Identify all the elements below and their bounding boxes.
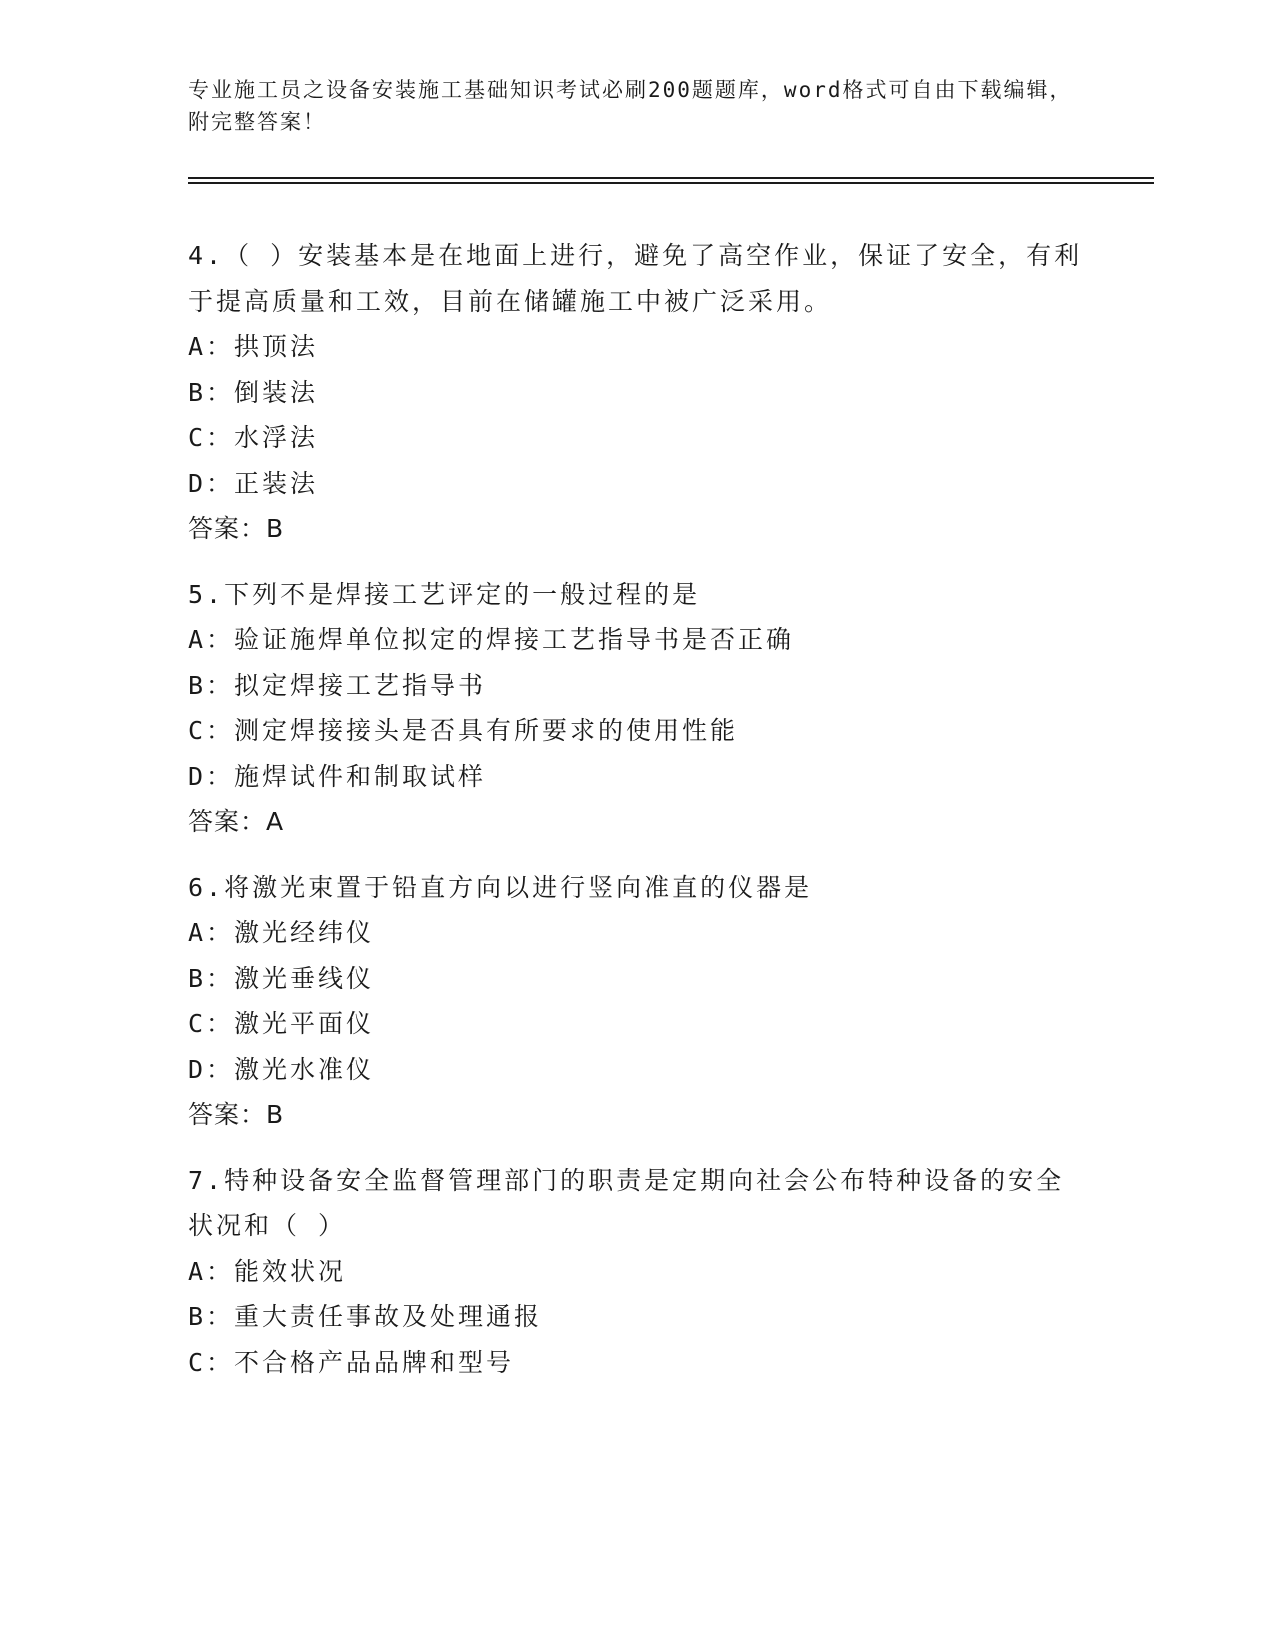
option-b: B：倒装法: [188, 377, 319, 407]
option-d: D：激光水准仪: [188, 1054, 375, 1084]
question-5: [188, 572, 1088, 845]
question-stem: 7.特种设备安全监督管理部门的职责是定期向社会公布特种设备的安全状况和（ ）: [188, 1165, 1065, 1240]
answer-line: 答案：A: [188, 807, 285, 836]
question-7: [188, 1158, 1088, 1386]
question-stem: 6.将激光束置于铅直方向以进行竖向准直的仪器是: [188, 872, 813, 902]
option-a: A：激光经纬仪: [188, 918, 375, 947]
question-stem: 5.下列不是焊接工艺评定的一般过程的是: [188, 579, 701, 609]
question-list: [188, 233, 1088, 1405]
option-d: D：施焊试件和制取试样: [188, 761, 487, 791]
option-a: A：拱顶法: [188, 332, 319, 361]
option-b: B：激光垂线仪: [188, 963, 375, 993]
question-6: [188, 865, 1088, 1138]
option-d: D：正装法: [188, 468, 319, 498]
option-c: C：测定焊接接头是否具有所要求的使用性能: [188, 716, 739, 745]
option-a: A：能效状况: [188, 1256, 347, 1286]
question-4: [188, 233, 1088, 552]
answer-line: 答案：B: [188, 514, 285, 543]
option-b: B：拟定焊接工艺指导书: [188, 670, 487, 700]
answer-line: 答案：B: [188, 1100, 285, 1129]
header-divider-bottom: [188, 182, 1154, 184]
option-b: B：重大责任事故及处理通报: [188, 1302, 543, 1331]
option-c: C：激光平面仪: [188, 1009, 375, 1038]
option-c: C：水浮法: [188, 423, 319, 452]
option-c: C：不合格产品品牌和型号: [188, 1347, 515, 1377]
document-header: 专业施工员之设备安装施工基础知识考试必刷200题题库，word格式可自由下载编辑，附完整答案！: [188, 78, 1073, 134]
option-a: A：验证施焊单位拟定的焊接工艺指导书是否正确: [188, 625, 795, 654]
question-stem: 4.（ ）安装基本是在地面上进行，避免了高空作业，保证了安全，有利于提高质量和工效，目前在储罐施工中被广泛采用。: [188, 241, 1083, 316]
header-divider-top: [188, 177, 1154, 179]
